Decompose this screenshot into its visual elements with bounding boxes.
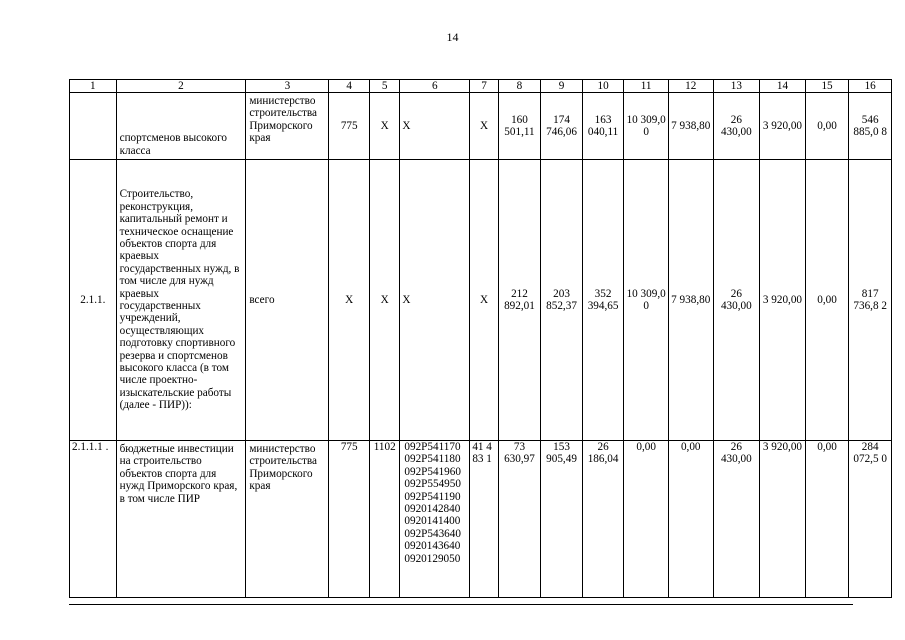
row-number <box>70 93 117 160</box>
measure-name: спортсменов высокого класса <box>116 93 246 160</box>
amount-col-10: 163 040,11 <box>582 93 624 160</box>
section-code: Х <box>369 93 399 160</box>
column-number: 5 <box>369 80 399 93</box>
column-number-row <box>70 80 892 93</box>
target-article-code: 0920141400 <box>404 515 461 528</box>
target-article-list <box>400 441 470 598</box>
column-number: 14 <box>760 80 806 93</box>
target-article-code: 0920143640 <box>404 540 461 553</box>
amount-col-8: 160 501,11 <box>498 93 541 160</box>
column-number: 8 <box>498 80 541 93</box>
column-number: 1 <box>70 80 117 93</box>
amount-col-15: 0,00 <box>805 441 849 598</box>
target-article-code: 0920142840 <box>404 503 461 516</box>
amount-col-14: 3 920,00 <box>760 160 806 441</box>
amount-col-13: 26 430,00 <box>713 441 760 598</box>
column-number: 12 <box>668 80 713 93</box>
column-number: 10 <box>582 80 624 93</box>
target-article-code: 0920129050 <box>404 552 461 565</box>
amount-total: 284 072,5 0 <box>849 441 892 598</box>
amount-col-11: 10 309,0 0 <box>624 160 669 441</box>
executor: всего <box>246 160 329 441</box>
amount-col-12: 7 938,80 <box>668 93 713 160</box>
target-article-code: 092P541180 <box>404 453 461 466</box>
amount-col-13: 26 430,00 <box>713 160 760 441</box>
grbs-code: Х <box>329 160 370 441</box>
section-code: 1102 <box>369 441 399 598</box>
target-article-code: 092P543640 <box>404 527 461 540</box>
amount-col-15: 0,00 <box>805 160 849 441</box>
amount-col-13: 26 430,00 <box>713 93 760 160</box>
executor: министерство строительства Приморского края <box>246 93 329 160</box>
target-article: Х <box>400 160 470 441</box>
table-row <box>70 93 892 160</box>
grbs-code: 775 <box>329 441 370 598</box>
column-number: 2 <box>116 80 246 93</box>
target-article-code: 092P554950 <box>404 478 461 491</box>
amount-col-8: 73 630,97 <box>498 441 541 598</box>
table-row <box>70 441 892 598</box>
expense-type: 41 4 83 1 <box>470 441 498 598</box>
column-number: 7 <box>470 80 498 93</box>
amount-col-9: 203 852,37 <box>541 160 583 441</box>
amount-col-14: 3 920,00 <box>760 93 806 160</box>
target-article-code: 092P541170 <box>404 441 461 453</box>
amount-col-10: 26 186,04 <box>582 441 624 598</box>
budget-table <box>69 79 892 598</box>
grbs-code: 775 <box>329 93 370 160</box>
executor: министерство строительства Приморского края <box>246 441 329 598</box>
amount-col-10: 352 394,65 <box>582 160 624 441</box>
amount-col-14: 3 920,00 <box>760 441 806 598</box>
amount-col-12: 7 938,80 <box>668 160 713 441</box>
amount-total: 817 736,8 2 <box>849 160 892 441</box>
row-number: 2.1.1.1 . <box>70 441 117 598</box>
measure-name: Строительство, реконструкция, капитальный ремонт и техническое оснащение объектов спорта для краевых государственных нужд, в том числе для нужд краевых государственных учреждений, осуществляющих подготовку спортивного резерва и спортсменов высокого класса (в том числе проектно-изыскательские работы (далее - ПИР)): <box>116 160 246 441</box>
row-number: 2.1.1. <box>70 160 117 441</box>
amount-col-15: 0,00 <box>805 93 849 160</box>
footer-divider <box>69 604 853 605</box>
column-number: 11 <box>624 80 669 93</box>
target-article-code: 092P541960 <box>404 465 461 478</box>
column-number: 13 <box>713 80 760 93</box>
column-number: 9 <box>541 80 583 93</box>
section-code: Х <box>369 160 399 441</box>
amount-col-12: 0,00 <box>668 441 713 598</box>
measure-name: бюджетные инвестиции на строительство объектов спорта для нужд Приморского края, в том числе ПИР <box>116 441 246 598</box>
amount-col-11: 0,00 <box>624 441 669 598</box>
page-number: 14 <box>446 30 459 44</box>
column-number: 3 <box>246 80 329 93</box>
expense-type: Х <box>470 160 498 441</box>
target-article-code: 092P541190 <box>404 490 461 503</box>
amount-col-9: 174 746,06 <box>541 93 583 160</box>
column-number: 16 <box>849 80 892 93</box>
column-number: 15 <box>805 80 849 93</box>
amount-total: 546 885,0 8 <box>849 93 892 160</box>
target-article: Х <box>400 93 470 160</box>
expense-type: Х <box>470 93 498 160</box>
column-number: 6 <box>400 80 470 93</box>
table-row <box>70 160 892 441</box>
column-number: 4 <box>329 80 370 93</box>
amount-col-9: 153 905,49 <box>541 441 583 598</box>
amount-col-11: 10 309,0 0 <box>624 93 669 160</box>
amount-col-8: 212 892,01 <box>498 160 541 441</box>
